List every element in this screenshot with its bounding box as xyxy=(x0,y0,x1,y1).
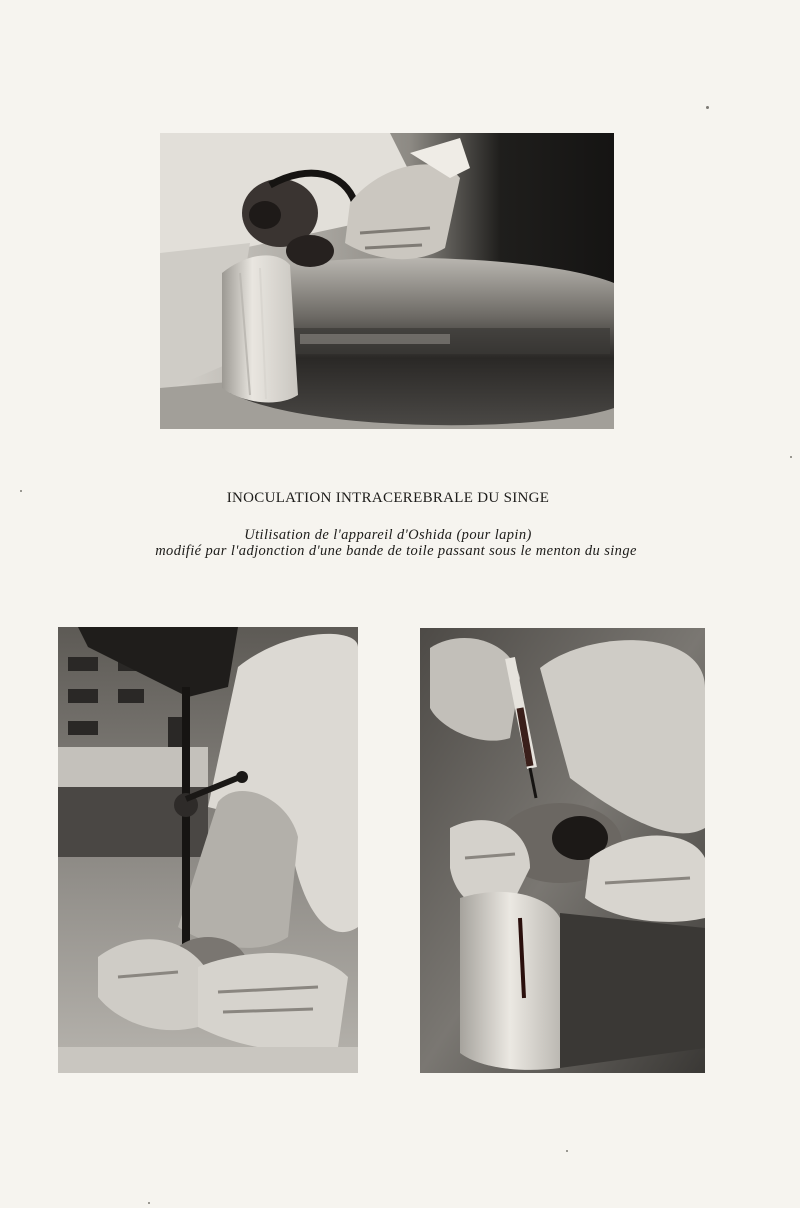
page-speck xyxy=(148,1202,150,1204)
page-speck xyxy=(706,106,709,109)
photo-drilling xyxy=(58,627,358,1073)
caption-line-2: modifié par l'adjonction d'une bande de toile passant sous le menton du singe xyxy=(155,543,637,559)
page-speck xyxy=(790,456,792,458)
caption-line-1: Utilisation de l'appareil d'Oshida (pour lapin) xyxy=(244,527,532,543)
photo-top-image xyxy=(160,133,614,429)
photo-bottom-right-image xyxy=(420,628,705,1073)
figure-title: INOCULATION INTRACEREBRALE DU SINGE xyxy=(226,490,550,506)
photo-monkey-restrained xyxy=(160,133,614,429)
photo-bottom-left-image xyxy=(58,627,358,1073)
photo-injection xyxy=(420,628,705,1073)
page-speck xyxy=(566,1150,568,1152)
